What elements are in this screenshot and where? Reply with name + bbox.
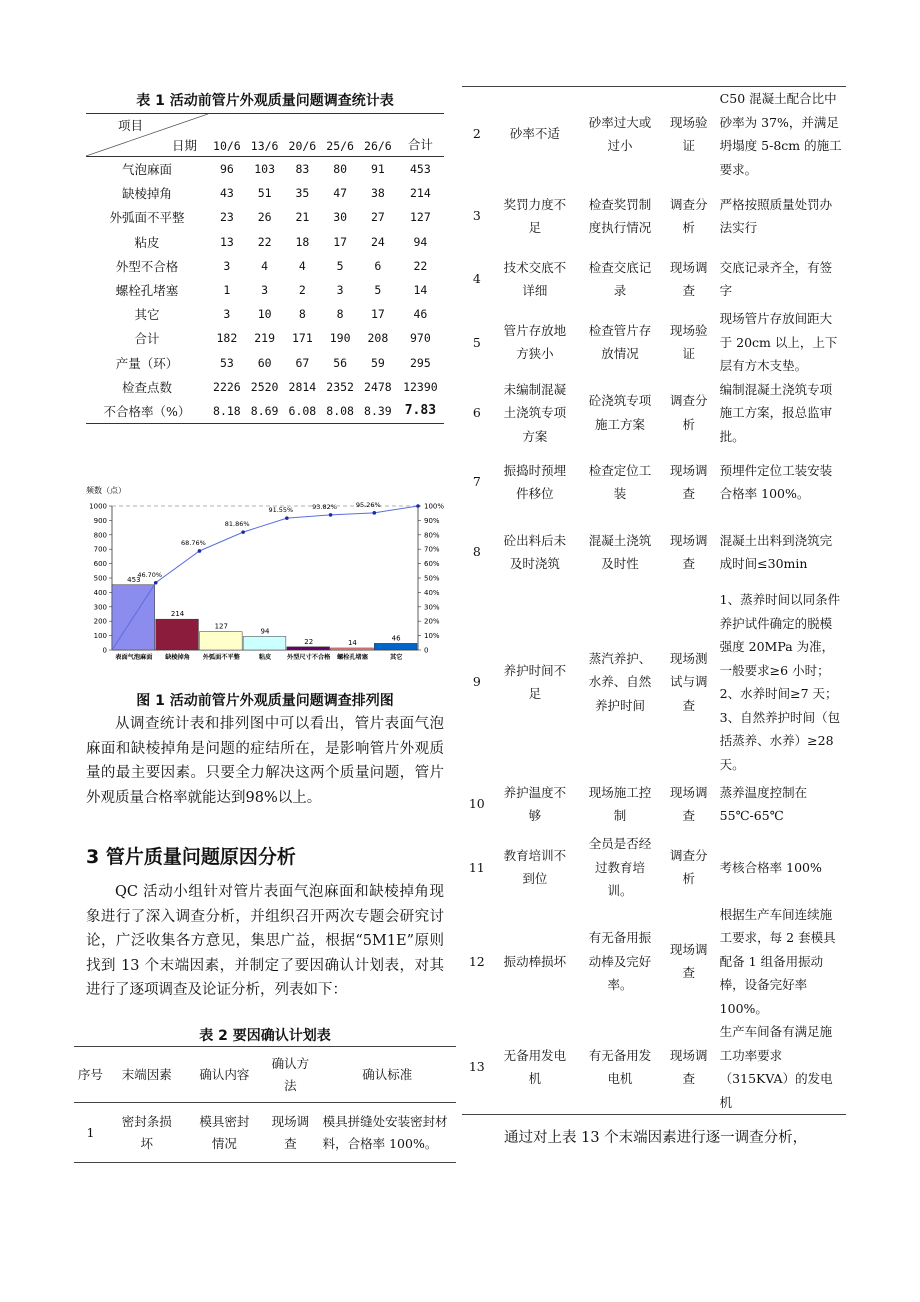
y2-tick-label: 80% <box>424 531 440 540</box>
row-label: 粘皮 <box>134 234 160 250</box>
t2-factor: 未编制混凝土浇筑专项方案 <box>503 381 567 444</box>
t2-header-method: 确认方法 <box>271 1055 310 1093</box>
t2-standard: 预埋件定位工装安装合格率 100%。 <box>719 462 833 501</box>
cell-value: 5 <box>336 258 344 273</box>
y-tick-label: 200 <box>93 617 107 626</box>
y2-tick-label: 0 <box>424 646 429 655</box>
t2-standard: 混凝土出料到浇筑完成时间≤30min <box>719 532 833 571</box>
t2-method: 现场调查 <box>669 1047 708 1086</box>
table-row <box>86 326 444 350</box>
col-header: 25/6 <box>326 139 354 153</box>
row-label: 外型不合格 <box>115 258 179 274</box>
row-label: 产量（环） <box>115 355 179 371</box>
cell-value: 182 <box>216 331 238 346</box>
cell-value: 8 <box>298 307 306 322</box>
t2-factor: 教育培训不到位 <box>503 847 567 887</box>
cumulative-label: 95.26% <box>355 500 381 509</box>
cell-value: 59 <box>370 355 385 370</box>
cell-value: 83 <box>295 162 310 177</box>
t2-factor: 无备用发电机 <box>503 1047 567 1086</box>
cell-value: 453 <box>409 162 431 177</box>
cell-value: 2226 <box>213 379 241 394</box>
cumulative-point <box>285 516 289 520</box>
cell-value: 14 <box>413 283 428 298</box>
y-tick-label: 600 <box>93 560 107 569</box>
table-row <box>462 832 846 903</box>
row-label: 检查点数 <box>121 379 172 395</box>
t2-content: 蒸汽养护、水养、自然养护时间 <box>588 650 652 713</box>
y-tick-label: 1000 <box>89 502 107 511</box>
cell-value: 190 <box>329 331 351 346</box>
cell-value: 21 <box>295 210 310 225</box>
cumulative-point <box>416 504 420 508</box>
t2-no: 9 <box>472 674 481 690</box>
cell-value: 17 <box>370 307 385 322</box>
bar <box>331 648 374 650</box>
y2-tick-label: 20% <box>424 617 440 626</box>
category-label: 其它 <box>389 654 403 661</box>
t2-method: 调查分析 <box>669 847 708 887</box>
t2-no: 2 <box>472 126 481 142</box>
table1-caption: 表 1 活动前管片外观质量问题调查统计表 <box>136 93 394 109</box>
cell-value: 94 <box>413 234 428 249</box>
cumulative-point <box>241 530 245 534</box>
t2-no: 8 <box>472 544 481 560</box>
table-row <box>462 378 846 449</box>
t2-no: 4 <box>472 271 481 287</box>
t2-content: 现场施工控制 <box>588 784 652 823</box>
cell-value: 8.39 <box>364 403 392 418</box>
t2-content: 有无备用振动棒及完好率。 <box>588 930 652 992</box>
t2-method: 现场验证 <box>669 114 708 153</box>
y-tick-label: 400 <box>93 588 107 597</box>
y2-tick-label: 10% <box>424 632 440 641</box>
t2-standard: 现场管片存放间距大于 20cm 以上，上下层有方木支垫。 <box>719 311 838 373</box>
cell-value: 3 <box>223 258 231 273</box>
pareto-chart <box>84 482 456 674</box>
cumulative-point <box>329 513 333 517</box>
bar-value-label: 127 <box>214 622 228 631</box>
cell-value: 17 <box>333 234 348 249</box>
cell-value: 219 <box>254 331 276 346</box>
t2-header-content: 确认内容 <box>199 1066 250 1082</box>
category-label: 表面气泡麻面 <box>115 654 153 661</box>
t2-no: 1 <box>86 1124 95 1140</box>
cell-value: 12390 <box>403 379 438 394</box>
paragraph-2: QC 活动小组针对管片表面气泡麻面和缺棱掉角现象进行了深入调查分析，并组织召开两次专题会研究讨论，广泛收集各方意见，集思广益，根据“5M1E”原则找到 13 个末端因素，并制定了要因确认计划表，对其进行了逐项调查及论证分析，列表如下： <box>86 884 444 998</box>
cell-value: 10 <box>257 307 272 322</box>
t2-standard: 1、蒸养时间以同条件养护试件确定的脱模强度 20MPa 为准，一般要求≥6 小时；2、水养时间≥7 天；3、自然养护时间（包括蒸养、水养）≥28 天。 <box>719 592 841 772</box>
t2-no: 7 <box>472 474 481 490</box>
bar-value-label: 22 <box>304 637 314 646</box>
t2-method: 现场调查 <box>669 784 708 823</box>
y2-tick-label: 90% <box>424 516 440 525</box>
cell-value: 46 <box>413 307 428 322</box>
cumulative-label: 91.55% <box>268 506 294 515</box>
y-tick-label: 700 <box>93 545 107 554</box>
t2-factor: 技术交底不详细 <box>503 259 567 298</box>
table-row <box>462 516 846 588</box>
bar <box>243 636 286 650</box>
t2-method: 现场测试与调查 <box>669 650 708 713</box>
bar-value-label: 214 <box>170 610 185 619</box>
row-label: 缺棱掉角 <box>121 186 172 202</box>
t2-method: 现场调查 <box>669 532 708 571</box>
header-item: 项目 <box>118 118 144 133</box>
table-row <box>86 205 444 229</box>
table-row <box>462 87 846 182</box>
table-row <box>86 375 444 399</box>
t2-factor: 振捣时预埋件移位 <box>503 462 567 501</box>
t2-standard: 蒸养温度控制在 55℃-65℃ <box>719 784 808 823</box>
paragraph-3: 通过对上表 13 个末端因素进行逐一调查分析， <box>504 1130 808 1146</box>
t2-factor: 奖罚力度不足 <box>503 196 567 235</box>
cell-value: 24 <box>370 234 385 249</box>
t2-content: 砼浇筑专项施工方案 <box>588 393 652 432</box>
bar <box>156 619 199 650</box>
cell-value: 8.69 <box>250 403 279 418</box>
cell-value: 5 <box>374 283 382 298</box>
y-axis-title: 频数（点） <box>86 486 126 495</box>
bar-value-label: 94 <box>260 627 270 636</box>
cell-value: 53 <box>219 355 234 370</box>
row-label: 气泡麻面 <box>121 162 172 178</box>
table2-part1 <box>74 1046 456 1163</box>
table-row <box>462 251 846 307</box>
cell-value: 6.08 <box>288 403 317 418</box>
table-row <box>74 1103 456 1163</box>
cell-value: 23 <box>219 210 234 225</box>
row-label: 外弧面不平整 <box>109 210 185 226</box>
t2-factor: 振动棒损坏 <box>503 953 567 969</box>
t2-standard: C50 混凝土配合比中砂率为 37%，并满足坍塌度 5-8cm 的施工要求。 <box>719 91 842 177</box>
category-label: 外弧面不平整 <box>202 654 240 661</box>
cell-value: 30 <box>333 210 348 225</box>
cell-value: 35 <box>295 186 310 201</box>
t2-factor: 砼出料后未及时浇筑 <box>503 532 567 571</box>
figure1-caption: 图 1 活动前管片外观质量问题调查排列图 <box>136 693 394 709</box>
t2-no: 3 <box>472 208 481 224</box>
category-label: 螺栓孔堵塞 <box>336 654 368 661</box>
cell-value: 60 <box>257 355 272 370</box>
t2-no: 13 <box>468 1059 485 1075</box>
cell-value: 8.18 <box>213 403 241 418</box>
t2-factor: 养护时间不足 <box>503 662 567 701</box>
t2-method: 现场验证 <box>669 322 708 362</box>
y-tick-label: 100 <box>93 632 107 641</box>
t2-content: 检查交底记录 <box>588 259 652 298</box>
t2-no: 11 <box>468 859 485 875</box>
bar-value-label: 14 <box>347 638 357 647</box>
cell-value: 2352 <box>326 379 354 394</box>
cell-value: 214 <box>409 186 431 201</box>
t2-content: 全员是否经过教育培训。 <box>588 836 652 898</box>
t2-method: 现场调查 <box>669 941 708 981</box>
table-row <box>86 399 444 424</box>
cell-value: 67 <box>295 355 310 370</box>
t2-content: 混凝土浇筑及时性 <box>588 532 652 571</box>
cell-value: 18 <box>295 234 310 249</box>
t2-content: 有无备用发电机 <box>588 1047 652 1086</box>
table-row <box>462 307 846 378</box>
cumulative-label: 81.86% <box>224 520 250 529</box>
cumulative-label: 93.82% <box>312 502 337 511</box>
y2-tick-label: 40% <box>424 588 440 597</box>
t2-content: 检查管片存放情况 <box>588 322 652 362</box>
header-date: 日期 <box>172 138 198 153</box>
cell-value: 8.08 <box>326 403 354 418</box>
cell-value: 3 <box>223 307 231 322</box>
section-title: 3 管片质量问题原因分析 <box>86 846 296 868</box>
row-label: 合计 <box>134 331 160 347</box>
t2-no: 6 <box>472 405 481 420</box>
t2-method: 调查分析 <box>669 196 708 235</box>
table-row <box>86 302 444 326</box>
cumulative-point <box>154 581 158 585</box>
cell-value: 2520 <box>250 379 279 394</box>
t2-factor: 密封条损坏 <box>121 1113 172 1151</box>
t2-no: 10 <box>468 796 485 812</box>
row-label: 其它 <box>134 307 160 323</box>
table-row <box>86 230 444 254</box>
t2-standard: 编制混凝土浇筑专项施工方案，报总监审批。 <box>719 381 833 444</box>
cell-value: 56 <box>333 355 348 370</box>
y2-tick-label: 60% <box>424 560 440 569</box>
cell-value: 2478 <box>364 379 392 394</box>
cell-value: 22 <box>257 234 272 249</box>
cell-value: 970 <box>409 331 431 346</box>
t2-content: 模具密封情况 <box>199 1113 250 1151</box>
cell-value: 127 <box>409 210 431 225</box>
t2-header-no: 序号 <box>77 1066 103 1082</box>
cumulative-point <box>198 549 202 553</box>
col-header: 20/6 <box>288 139 317 153</box>
t2-standard: 严格按照质量处罚办法实行 <box>719 196 833 235</box>
col-header: 合计 <box>407 137 433 152</box>
cumulative-point <box>372 511 376 515</box>
cell-value: 2814 <box>288 379 317 394</box>
cell-value: 27 <box>370 210 385 225</box>
cell-value: 4 <box>261 258 269 273</box>
y-tick-label: 800 <box>93 531 107 540</box>
table-row <box>462 903 846 1021</box>
t2-content: 检查定位工装 <box>588 462 652 501</box>
t2-factor: 养护温度不够 <box>503 784 567 823</box>
t2-standard: 考核合格率 100% <box>719 859 822 875</box>
cell-value: 38 <box>370 186 385 201</box>
paragraph-1: 从调查统计表和排列图中可以看出，管片表面气泡麻面和缺棱掉角是问题的症结所在，是影响管片外观质量的最主要因素。只要全力解决这两个质量问题，管片外观质量合格率就能达到98%以上。 <box>86 716 444 806</box>
table1 <box>86 113 444 424</box>
table-row <box>462 776 846 832</box>
category-label: 粘皮 <box>258 654 272 661</box>
cell-value: 2 <box>298 283 306 298</box>
cell-value: 51 <box>257 186 272 201</box>
cell-value: 103 <box>254 162 276 177</box>
table-row <box>462 448 846 516</box>
cell-value: 6 <box>374 258 382 273</box>
table-row <box>86 157 444 182</box>
table-row <box>462 181 846 251</box>
t2-method: 现场调查 <box>669 462 708 501</box>
cell-value: 96 <box>219 162 234 177</box>
cell-value: 22 <box>413 258 428 273</box>
t2-header-factor: 末端因素 <box>121 1066 172 1082</box>
y-tick-label: 300 <box>93 603 107 612</box>
cumulative-label: 46.70% <box>137 570 163 579</box>
t2-standard: 交底记录齐全，有签字 <box>719 259 833 298</box>
row-label: 螺栓孔堵塞 <box>115 283 179 299</box>
cell-value: 3 <box>261 283 269 298</box>
cell-value: 171 <box>291 331 313 346</box>
cell-value: 47 <box>333 186 348 201</box>
col-header: 13/6 <box>250 139 279 153</box>
y2-tick-label: 50% <box>424 574 440 583</box>
cumulative-label: 68.76% <box>181 538 206 547</box>
cell-value: 295 <box>409 355 431 370</box>
cell-value: 26 <box>257 210 272 225</box>
y-tick-label: 900 <box>93 516 107 525</box>
table-row <box>86 254 444 278</box>
cell-value: 8 <box>336 307 344 322</box>
t2-no: 12 <box>468 953 485 969</box>
table-row <box>462 588 846 776</box>
bar-value-label: 46 <box>391 634 401 643</box>
col-header: 26/6 <box>364 139 392 153</box>
table-row <box>86 351 444 375</box>
table-row <box>86 181 444 205</box>
cell-value: 43 <box>219 186 234 201</box>
table-row <box>86 278 444 302</box>
col-header: 10/6 <box>213 139 241 153</box>
t2-standard: 生产车间备有满足施工功率要求（315KVA）的发电机 <box>719 1024 833 1110</box>
row-label: 不合格率（%） <box>103 403 191 419</box>
category-label: 缺棱掉角 <box>165 654 190 661</box>
cell-value: 13 <box>219 234 234 249</box>
cell-value: 1 <box>223 283 231 298</box>
cell-value: 4 <box>298 258 306 273</box>
t2-method: 现场调查 <box>271 1113 310 1151</box>
t2-header-standard: 确认标准 <box>362 1066 413 1082</box>
table2-caption: 表 2 要因确认计划表 <box>199 1028 331 1044</box>
t2-content: 检查奖罚制度执行情况 <box>588 196 652 235</box>
t2-content: 砂率过大或过小 <box>588 114 652 153</box>
cell-value: 80 <box>333 162 348 177</box>
bar <box>374 643 417 650</box>
cell-value: 91 <box>370 162 385 177</box>
t2-factor: 管片存放地方狭小 <box>503 322 567 362</box>
t2-method: 现场调查 <box>669 259 708 298</box>
y-tick-label: 0 <box>102 646 107 655</box>
y-tick-label: 500 <box>93 574 107 583</box>
t2-standard: 根据生产车间连续施工要求，每 2 套模具配备 1 组备用振动棒，设备完好率 100%。 <box>719 906 836 1016</box>
bar <box>287 647 330 650</box>
category-label: 外型尺寸不合格 <box>287 654 331 661</box>
cell-value: 3 <box>336 283 344 298</box>
table2-part2 <box>462 86 846 1115</box>
table-row <box>462 1020 846 1115</box>
y2-tick-label: 70% <box>424 545 440 554</box>
cell-value: 7.83 <box>404 403 437 419</box>
t2-method: 调查分析 <box>669 393 708 432</box>
t2-factor: 砂率不适 <box>509 126 560 142</box>
t2-no: 5 <box>472 334 481 350</box>
table1-header-corner <box>86 114 208 157</box>
t2-standard: 模具拼缝处安装密封材料，合格率 100%。 <box>322 1113 448 1151</box>
bar <box>199 632 242 650</box>
bar-value-label: 453 <box>127 575 141 584</box>
y2-tick-label: 30% <box>424 603 440 612</box>
y2-tick-label: 100% <box>424 502 445 511</box>
cell-value: 208 <box>367 331 389 346</box>
